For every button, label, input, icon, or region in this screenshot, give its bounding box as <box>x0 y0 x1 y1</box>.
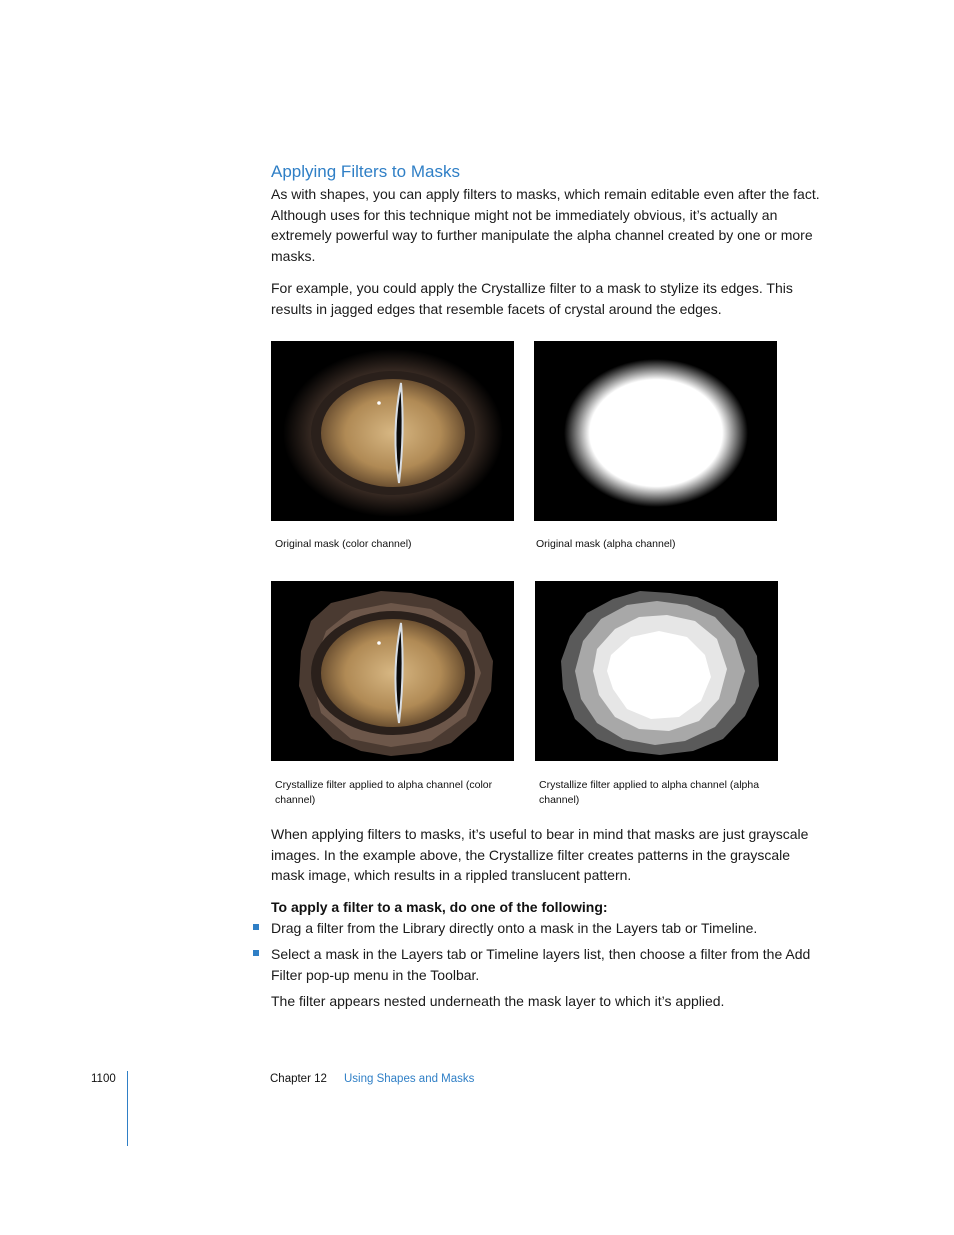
figure-original-alpha <box>534 341 777 521</box>
figure-caption-3: Crystallize filter applied to alpha channel (color channel) <box>275 779 493 806</box>
body-paragraph: When applying filters to masks, it’s useful to bear in mind that masks are just grayscale images. In the example above, the Crystallize filter creates patterns in the grayscale mask image, which results in a rippled translucent pattern. <box>271 826 809 883</box>
reptile-eye-image <box>271 341 514 521</box>
chapter-label: Chapter 12 <box>270 1073 327 1085</box>
figure-original-color <box>271 341 514 521</box>
figure-caption-1: Original mask (color channel) <box>275 538 412 550</box>
figure-crystallized-color <box>271 581 514 761</box>
page-number: 1100 <box>91 1073 116 1085</box>
crystallized-oval-image <box>535 581 778 761</box>
figure-caption-2: Original mask (alpha channel) <box>536 538 676 550</box>
procedure-heading: To apply a filter to a mask, do one of the following: <box>271 899 608 915</box>
list-item-text: Select a mask in the Layers tab or Timeline layers list, then choose a filter from the Add Filter pop-up menu in the Toolbar. <box>271 946 811 983</box>
section-heading: Applying Filters to Masks <box>271 162 460 181</box>
bullet-square-icon <box>253 950 259 956</box>
crystallized-eye-image <box>271 581 514 761</box>
list-item-text: Drag a filter from the Library directly onto a mask in the Layers tab or Timeline. <box>271 920 758 936</box>
chapter-title: Using Shapes and Masks <box>344 1073 475 1085</box>
figure-crystallized-alpha <box>535 581 778 761</box>
intro-paragraph-1: As with shapes, you can apply filters to masks, which remain editable even after the fact. Although uses for this technique might not be immediately obvious, it’s actually an extremely powerful way to further manipulate the alpha channel created by one or more masks. <box>271 186 820 264</box>
result-paragraph: The filter appears nested underneath the mask layer to which it’s applied. <box>271 993 725 1009</box>
bullet-square-icon <box>253 924 259 930</box>
list-item <box>253 918 828 939</box>
list-item <box>253 944 828 985</box>
figure-caption-4: Crystallize filter applied to alpha channel (alpha channel) <box>539 779 760 806</box>
intro-paragraph-2: For example, you could apply the Crystallize filter to a mask to stylize its edges. This results in jagged edges that resemble facets of crystal around the edges. <box>271 280 793 317</box>
soft-white-oval-image <box>534 341 777 521</box>
footer-divider <box>127 1071 128 1146</box>
